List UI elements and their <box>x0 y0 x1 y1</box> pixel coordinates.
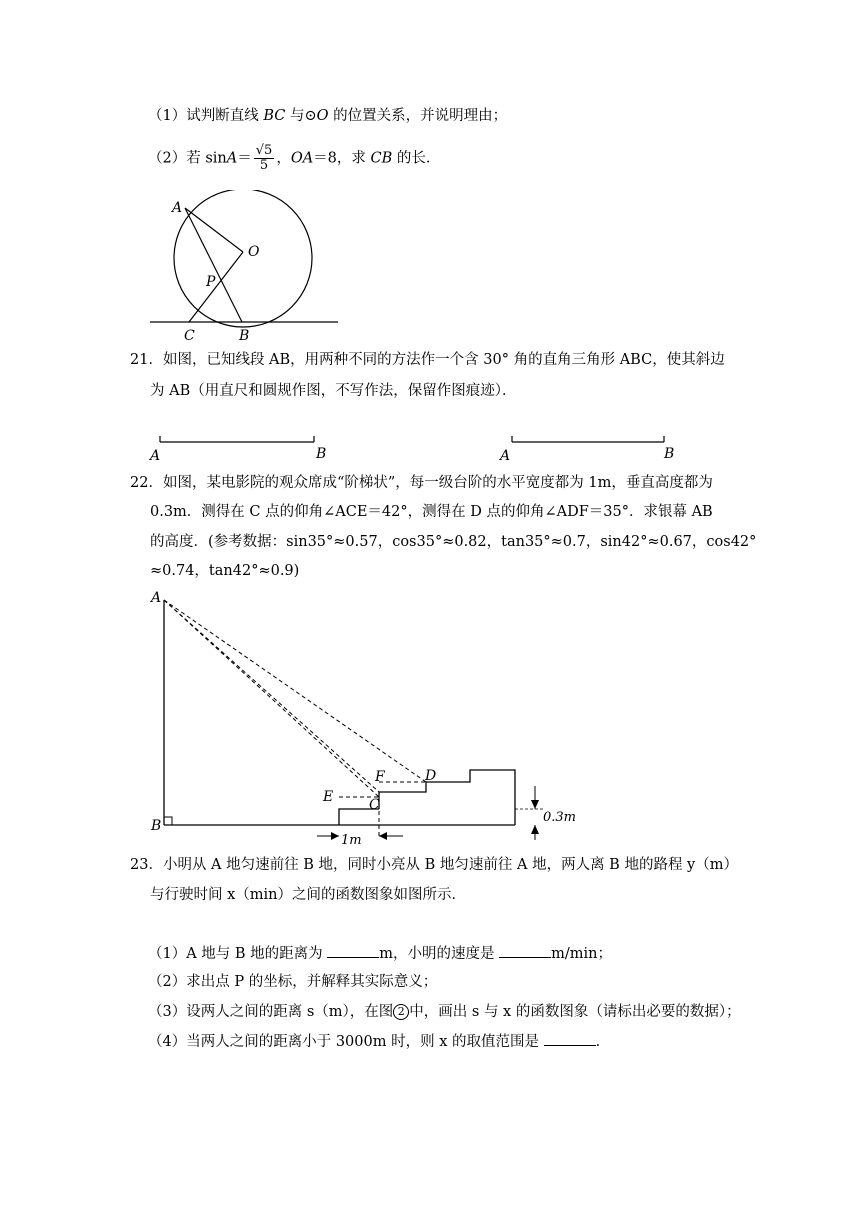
label-B: B <box>239 328 250 344</box>
segment-figure-2 <box>498 432 688 466</box>
label-B: B <box>316 446 327 462</box>
answer-blank-distance[interactable] <box>327 943 379 958</box>
label-B: B <box>151 818 162 834</box>
circle-tangent-figure <box>140 190 350 350</box>
label-A: A <box>500 448 511 464</box>
fraction: $\frac{√5}{5}$ <box>255 143 273 173</box>
q20-part2: （2）若 sinA＝ $\frac{√5}{5}$ ，OA＝8，求 CB 的长． <box>148 143 441 173</box>
q22-line1: 22．如图，某电影院的观众席成“阶梯状”，每一级台阶的水平宽度都为 1m，垂直高度都为 <box>130 475 713 491</box>
q23-part4: （4）当两人之间的距离小于 3000m 时，则 x 的取值范围是 ． <box>148 1031 610 1052</box>
q22-line3: 的高度．(参考数据：sin35°≈0.57，cos35°≈0.82，tan35°≈0.7，sin42°≈0.67，cos42° <box>150 534 757 550</box>
label-A: A <box>151 590 162 606</box>
q21-line1: 21．如图，已知线段 AB，用两种不同的方法作一个含 30° 角的直角三角形 ABC，使其斜边 <box>130 352 725 368</box>
label-0-3m: 0.3m <box>543 810 577 825</box>
label-P: P <box>206 274 216 290</box>
label-B: B <box>664 446 675 462</box>
label-D: D <box>425 768 437 784</box>
label-C: C <box>369 797 380 813</box>
label-1m: 1m <box>341 833 362 848</box>
q23-line2: 与行驶时间 x（min）之间的函数图象如图所示． <box>150 887 467 903</box>
q23-line1: 23．小明从 A 地匀速前往 B 地，同时小亮从 B 地匀速前往 A 地，两人离 B 地的路程 y（m） <box>130 857 738 873</box>
label-C: C <box>184 328 195 344</box>
q22-line4: ≈0.74，tan42°≈0.9) <box>150 563 300 579</box>
q21-line2: 为 AB（用直尺和圆规作图，不写作法，保留作图痕迹）． <box>150 383 517 399</box>
q22-line2: 0.3m．测得在 C 点的仰角∠ACE＝42°，测得在 D 点的仰角∠ADF＝35°．求银幕 AB <box>150 504 713 520</box>
segment-figure-1 <box>148 432 338 466</box>
circle-dot-symbol: ⊙ <box>304 108 317 124</box>
q23-part1: （1）A 地与 B 地的距离为 m，小明的速度是 m/min； <box>148 943 612 964</box>
label-A: A <box>150 448 161 464</box>
label-E: E <box>323 789 334 805</box>
label-A: A <box>172 200 183 216</box>
answer-blank-range[interactable] <box>544 1031 596 1046</box>
circled-number: 2 <box>393 1004 409 1020</box>
cinema-steps-figure <box>145 588 595 848</box>
label-O: O <box>248 244 260 260</box>
answer-blank-speed[interactable] <box>499 943 551 958</box>
q20-part1: （1）试判断直线 BC 与⊙O 的位置关系，并说明理由； <box>148 108 508 124</box>
label-F: F <box>375 769 385 785</box>
q23-part2: （2）求出点 P 的坐标，并解释其实际意义； <box>148 974 438 990</box>
q23-part3: （3）设两人之间的距离 s（m），在图 2 中，画出 s 与 x 的函数图象（请标出必要的数据）； <box>148 1004 741 1020</box>
